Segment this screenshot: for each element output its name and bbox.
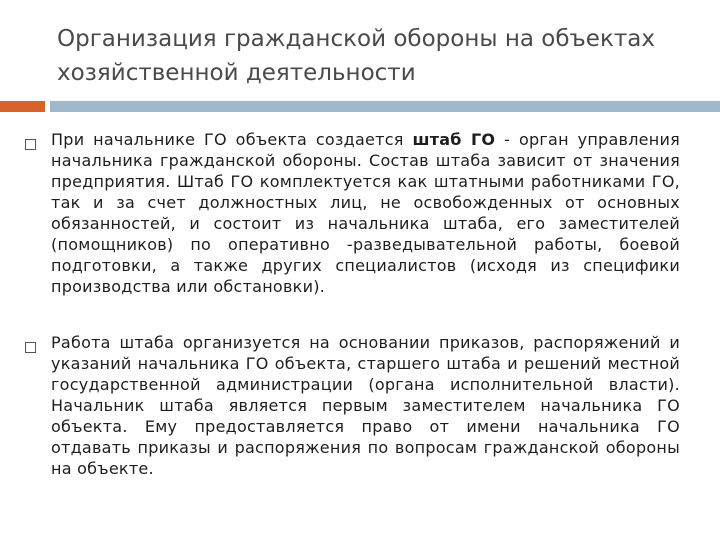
slide-title: Организация гражданской обороны на объектах хозяйственной деятельности [57, 26, 655, 86]
paragraph-1-bold-term: штаб ГО [412, 130, 496, 149]
paragraph-1-rest: - орган управления начальника гражданской обороны. Состав штаба зависит от значения предприятия. Штаб ГО комплектуется как штатными работниками ГО, так и за счет должностных лиц, не освобожденных от основных обязанностей, и состоит из начальника штаба, его заместителей (помощников) по оперативно -разведывательной работы, боевой подготовки, а также других специалистов (исходя из специфики производства или обстановки). [51, 130, 681, 296]
paragraph-1-lead: При начальнике ГО объекта создается [51, 130, 413, 149]
paragraph-2: Работа штаба организуется на основании приказов, распоряжений и указаний начальника ГО объекта, старшего штаба и решений местной государственной администрации (органа исполнительной власти). Начальник штаба является первым заместителем начальника ГО объекта. Ему предоставляется право от имени начальника ГО отдавать приказы и распоряжения по вопросам гражданской обороны на объекте. [51, 333, 680, 478]
bullet-square-icon [25, 342, 36, 353]
title-divider-bar [50, 101, 720, 112]
bullet-square-icon [25, 139, 36, 150]
paragraph-1 [51, 129, 680, 297]
title-accent-bar [0, 101, 45, 112]
